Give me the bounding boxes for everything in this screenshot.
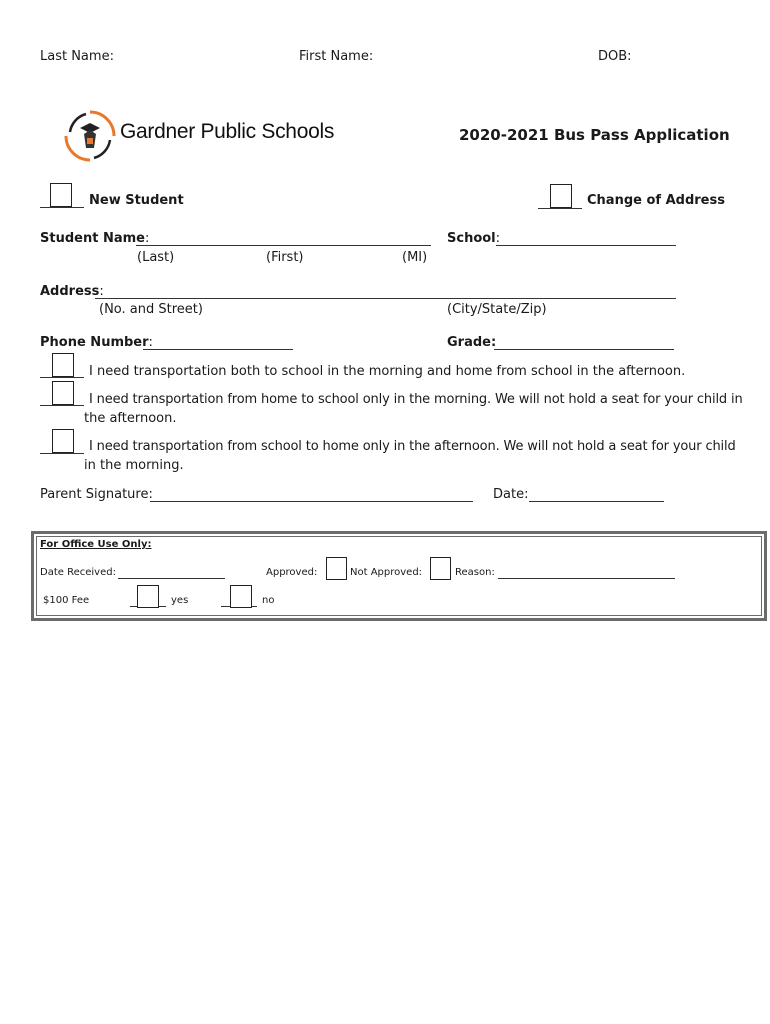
transport-opt2-text-line1: I need transportation from home to school only in the morning. We will not hold a seat for your child in (89, 392, 743, 407)
change-of-address-checkbox[interactable] (550, 184, 572, 208)
address-field[interactable] (95, 298, 676, 299)
not-approved-label: Not Approved: (350, 567, 423, 578)
transport-opt3-text-line2: in the morning. (84, 458, 184, 473)
fee-label: $100 Fee (43, 595, 90, 606)
school-field[interactable] (496, 245, 676, 246)
parent-signature-field[interactable] (150, 501, 473, 502)
transport-opt3-checkbox[interactable] (52, 429, 74, 453)
school-logo-icon (62, 108, 118, 164)
signature-date-label: Date: (493, 487, 529, 502)
fee-yes-checkbox[interactable] (137, 585, 159, 608)
reason-field[interactable] (498, 578, 675, 579)
transport-opt2-underline (40, 405, 84, 406)
phone-number-field[interactable] (143, 349, 293, 350)
school-label: School: (447, 231, 501, 246)
transport-opt3-text-line1: I need transportation from school to home only in the afternoon. We will not hold a seat for your child (89, 439, 736, 454)
address-sub-street: (No. and Street) (99, 302, 203, 317)
dob-label: DOB: (598, 49, 632, 64)
transport-opt1-underline (40, 377, 84, 378)
address-label: Address: (40, 284, 104, 299)
grade-field[interactable] (494, 349, 674, 350)
change-address-underline (538, 208, 582, 209)
approved-label: Approved: (266, 567, 318, 578)
student-name-sub-mi: (MI) (402, 250, 428, 265)
last-name-label: Last Name: (40, 49, 114, 64)
parent-signature-label: Parent Signature: (40, 487, 153, 502)
date-received-field[interactable] (118, 578, 225, 579)
student-name-sub-first: (First) (266, 250, 304, 265)
new-student-underline (40, 207, 84, 208)
fee-yes-label: yes (171, 595, 189, 606)
transport-opt1-checkbox[interactable] (52, 353, 74, 377)
student-name-label: Student Name: (40, 231, 150, 246)
transport-opt1-text: I need transportation both to school in the morning and home from school in the afternoon. (89, 364, 686, 379)
student-name-sub-last: (Last) (137, 250, 175, 265)
approved-checkbox[interactable] (326, 557, 347, 580)
date-received-label: Date Received: (40, 567, 116, 578)
fee-no-checkbox[interactable] (230, 585, 252, 608)
change-of-address-label: Change of Address (587, 193, 725, 208)
reason-label: Reason: (455, 567, 495, 578)
not-approved-checkbox[interactable] (430, 557, 451, 580)
phone-number-label: Phone Number: (40, 335, 153, 350)
grade-label: Grade: (447, 335, 497, 350)
office-use-title: For Office Use Only: (40, 539, 152, 550)
transport-opt2-text-line2: the afternoon. (84, 411, 177, 426)
new-student-checkbox[interactable] (50, 183, 72, 207)
signature-date-field[interactable] (529, 501, 664, 502)
transport-opt2-checkbox[interactable] (52, 381, 74, 405)
form-title: 2020-2021 Bus Pass Application (459, 126, 730, 144)
student-name-field[interactable] (136, 245, 431, 246)
logo-text: Gardner Public Schools (120, 120, 335, 143)
transport-opt3-underline (40, 453, 84, 454)
fee-no-label: no (262, 595, 275, 606)
first-name-label: First Name: (299, 49, 374, 64)
new-student-label: New Student (89, 193, 184, 208)
address-sub-city: (City/State/Zip) (447, 302, 547, 317)
